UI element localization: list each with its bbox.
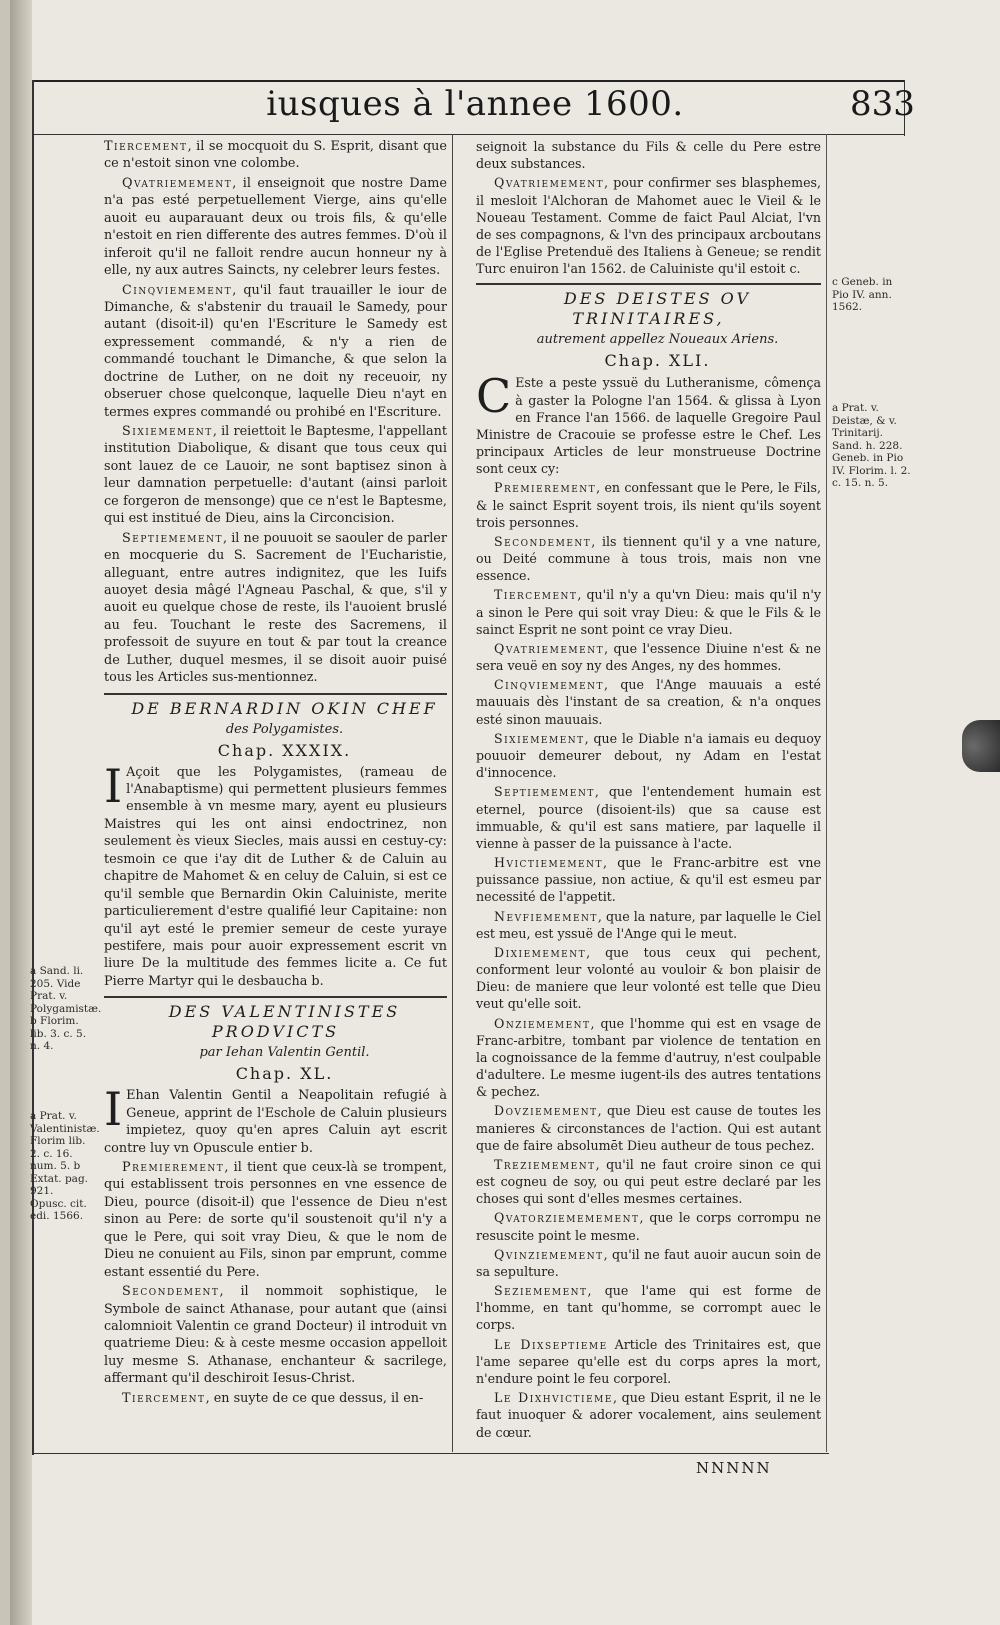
paragraph-text: , il enseignoit que nostre Dame n'a pas esté perpetuellement Vierge, ains qu'elle auoit eu auparauant deux ou trois fils, & qu'elle n'estoit en rien differente des autres femmes. D'où il inferoit qu'il ne falloit rendre aucun honneur ny à elle, ny aux autres Saincts, ny celebrer leurs festes. xyxy=(104,175,447,279)
lead-word: Nevfiemement xyxy=(494,908,598,924)
paragraph-text: , que le corps corrompu ne resuscite point le mesme. xyxy=(476,1210,821,1243)
paragraph xyxy=(476,1156,821,1208)
drop-cap: C xyxy=(476,369,512,424)
lead-word: Septiemement xyxy=(122,530,223,546)
page-clip xyxy=(962,720,1000,772)
paragraph-text: , que Dieu est cause de toutes les manieres & circonstances de l'action. Qui est autant que de faire absolumēt Dieu autheur de tous pechez. xyxy=(476,1103,821,1153)
lead-word: Premierement xyxy=(494,480,597,496)
paragraph xyxy=(104,138,447,173)
paragraph-text: , que Dieu estant Esprit, il ne le faut inuoquer & adorer vocalement, ains seulement de cœur. xyxy=(476,1390,821,1440)
paragraph-text: Ehan Valentin Gentil a Neapolitain refugié à Geneue, apprint de l'Eschole de Caluin plusieurs impietez, quoy qu'en apres Caluin ayt escrit contre luy vn Opuscule entier b. xyxy=(104,1088,447,1156)
paragraph xyxy=(476,138,821,172)
paragraph-text: , pour confirmer ses blasphemes, il mesloit l'Alchoran de Mahomet auec le Vieil & le Noueau Testament. Comme de faict Paul Alciat, l'vn de ses compagnons, & l'vn des principaux arcboutans de l'Eglise Pretenduë des Italiens à Geneue; se rendit Turc enuiron l'an 1562. de Caluiniste qu'il estoit c. xyxy=(476,175,821,277)
lead-word: Le Dixseptieme xyxy=(494,1336,608,1352)
margin-note: a Prat. v. Valentinistæ. Florim lib. 2. c. 16. num. 5. b Extat. pag. 921. Opusc. cit. edi. 1566. xyxy=(30,1110,100,1222)
paragraph xyxy=(104,758,447,991)
paragraph-text: , il tient que ceux-là se trompent, qui establissent trois personnes en vne essence de Dieu, pource (disoit-il) que l'essence de Dieu n'est sinon au Pere: de sorte qu'il soustenoit qu'il n'y a que le Pere, qui soit vray Dieu, & que le nom de Dieu ne conuient au Fils, sinon par emprunt, comme estant essentié du Pere. xyxy=(104,1160,447,1280)
paragraph xyxy=(476,1015,821,1101)
paragraph xyxy=(476,676,821,728)
paragraph-text: , il nommoit sophistique, le Symbole de sainct Athanase, pour autant que (ainsi calomnioit Valentin ce grand Docteur) il introduit vn quatrieme Dieu: & à ceste mesme occasion appelloit luy mesme S. Athanase, enchanteur & sacrilege, affermant qu'il deschiroit Iesus-Christ. xyxy=(104,1284,447,1387)
paragraph xyxy=(104,1283,447,1388)
page-number: 833 xyxy=(850,84,915,124)
paragraph-text: , que tous ceux qui pechent, conforment leur volonté au vouloir & bon plaisir de Dieu: de maniere que leur volonté est telle que Dieu veut qu'elle soit. xyxy=(476,944,821,1012)
paragraph xyxy=(104,530,447,687)
chapter-subheading: des Polygamistes. xyxy=(225,721,344,737)
paragraph-text: , qu'il n'y a qu'vn Dieu: mais qu'il n'y a sinon le Pere qui soit vray Dieu: & que le Fils & le sainct Esprit ne sont point ce vray Dieu. xyxy=(476,587,821,637)
paragraph xyxy=(476,640,821,674)
chapter-subheading: autrement appellez Noueaux Ariens. xyxy=(536,332,779,348)
frame-rule-right xyxy=(826,134,827,1452)
chapter-heading: DES VALENTINISTES PRODVICTS xyxy=(168,1002,401,1042)
right-column xyxy=(476,138,821,1443)
paragraph xyxy=(476,174,821,277)
left-column xyxy=(104,138,447,1409)
paragraph xyxy=(104,282,447,422)
paragraph xyxy=(476,1389,821,1441)
drop-cap: I xyxy=(104,1082,123,1137)
chapter-subheading: par Iehan Valentin Gentil. xyxy=(199,1045,370,1061)
paragraph-text: seignoit la substance du Fils & celle du Pere estre deux substances. xyxy=(476,139,821,172)
lead-word: Sixiemement xyxy=(122,424,213,439)
paragraph xyxy=(104,1390,447,1407)
paragraph xyxy=(104,175,447,280)
paragraph xyxy=(476,533,821,585)
lead-word: Sixiemement xyxy=(494,730,585,746)
lead-word: Qvatorziememement xyxy=(494,1210,640,1226)
paragraph xyxy=(476,944,821,1013)
lead-word: Cinqviemement xyxy=(122,282,233,298)
paragraph-text: , en suyte de ce que dessus, il en- xyxy=(205,1390,424,1406)
lead-word: Dovziemement xyxy=(494,1103,598,1119)
paragraph xyxy=(476,1246,821,1280)
paragraph-text: Este a peste yssuë du Lutheranisme, cômença à gaster la Pologne l'an 1564. & glissa à Lyon en France l'an 1566. de laquelle Gregoire Paul Ministre de Cracouie se professe estre le Chef. Les principaux Articles de leur monstrueuse Doctrine sont ceux cy: xyxy=(476,375,821,477)
lead-word: Secondement xyxy=(494,533,592,549)
paragraph xyxy=(476,1336,821,1388)
lead-word: Tiercement xyxy=(104,139,188,154)
lead-word: Qvatriemement xyxy=(494,640,605,656)
lead-word: Seziemement xyxy=(494,1283,588,1299)
paragraph xyxy=(476,479,821,531)
paragraph-text: , que le Diable n'a iamais eu dequoy pouuoir demeurer debout, ny Adam en l'estat d'innocence. xyxy=(476,730,821,781)
chapter-number: Chap. XXXIX. xyxy=(217,740,352,760)
paragraph-text: , il se mocquoit du S. Esprit, disant que ce n'estoit sinon vne colombe. xyxy=(104,139,447,172)
running-head: iusques à l'annee 1600. xyxy=(266,84,684,124)
drop-cap: I xyxy=(104,758,123,813)
paragraph-text: , en confessant que le Pere, le Fils, & le sainct Esprit soyent trois, ils nient qu'ils soyent trois personnes. xyxy=(476,480,821,530)
lead-word: Dixiemement xyxy=(494,944,587,960)
frame-rule-left xyxy=(32,80,34,1455)
paragraph-text: , il ne pouuoit se saouler de parler en mocquerie du S. Sacrement de l'Eucharistie, alleguant, entre autres indignitez, que les Iuifs auoyet desia mâgé l'Agneau Paschal, & que, s'il y auoit eu quelque chose de reste, ils l'auoient bruslé au feu. Touchant le reste des Sacremens, il professoit de suyure en tout & par tout la creance de Luther, duquel mesmes, il se disoit auoir puisé tous les Articles sus-mentionnez. xyxy=(104,530,447,686)
lead-word: Onziemement xyxy=(494,1015,591,1031)
lead-word: Tiercement xyxy=(122,1390,206,1406)
lead-word: Premierement xyxy=(122,1160,225,1175)
lead-word: Cinqviemement xyxy=(494,677,605,693)
section-rule xyxy=(104,693,447,695)
paragraph xyxy=(476,1102,821,1154)
paragraph xyxy=(476,586,821,638)
section-rule xyxy=(104,996,447,998)
paragraph-text: , que l'Ange mauuais a esté mauuais dès l'instant de sa creation, & n'a onques esté sinon mauuais. xyxy=(476,677,821,727)
lead-word: Treziemement xyxy=(494,1156,596,1172)
lead-word: Septiemement xyxy=(494,784,595,800)
chapter-heading: DE BERNARDIN OKIN CHEF xyxy=(131,698,438,718)
lead-word: Qvinziemement xyxy=(494,1246,604,1262)
section-rule xyxy=(476,283,821,285)
margin-note: a Sand. li. 205. Vide Prat. v. Polygamistæ. b Florim. lib. 3. c. 5. n. 4. xyxy=(30,965,102,1052)
lead-word: Hvictiemement xyxy=(494,855,603,871)
lead-word: Le Dixhvictieme xyxy=(494,1390,613,1406)
paragraph xyxy=(104,1082,447,1157)
chapter-heading: DES DEISTES OV TRINITAIRES, xyxy=(563,289,752,329)
catchword: NNNNN xyxy=(696,1459,772,1477)
paragraph xyxy=(104,1159,447,1281)
paragraph-text: Article des Trinitaires est, que l'ame separee qu'elle est du corps apres la mort, n'endure point le feu corporel. xyxy=(476,1336,821,1386)
frame-rule-bottom xyxy=(32,1453,829,1454)
chapter-number: Chap. XLI. xyxy=(604,351,711,371)
paragraph-text: , que l'essence Diuine n'est & ne sera veuë en soy ny des Anges, ny des hommes. xyxy=(476,640,821,674)
paragraph-text: , que l'homme qui est en vsage de Franc-arbitre, tombant par violence de tentation en la cognoissance de la femme d'autruy, n'est coulpable d'adultere. Le mesme iugent-ils des autres tentations & pechez. xyxy=(476,1015,821,1100)
lead-word: Qvatriemement xyxy=(122,175,233,191)
paragraph-text: , que la nature, par laquelle le Ciel est meu, est yssuë de l'Ange qui le meut. xyxy=(476,908,821,941)
paragraph-text: , il reiettoit le Baptesme, l'appellant institution Diabolique, & disant que tous ceux qui sont lauez de ce Lauoir, ne sont baptisez sinon à leur damnation perpetuelle: d'autant (ainsi parloit ce forgeron de mensonge) que ce n'est le Baptesme, qui est institué de Dieu, ains la Circoncision. xyxy=(104,424,447,527)
frame-rule-middle xyxy=(452,134,453,1452)
paragraph xyxy=(476,369,821,477)
paragraph-text: , que le Franc-arbitre est vne puissance passiue, non actiue, & qu'il est esmeu par necessité de l'appetit. xyxy=(476,855,821,905)
paragraph-text: , qu'il ne faut croire sinon ce qui est cogneu de soy, ou qui peut estre declaré par les choses qui sont d'elles mesmes certaines. xyxy=(476,1156,821,1207)
lead-word: Secondement xyxy=(122,1284,220,1300)
paragraph xyxy=(476,854,821,906)
frame-rule-header xyxy=(32,134,904,135)
paragraph-text: Açoit que les Polygamistes, (rameau de l'Anabaptisme) qui permettent plusieurs femmes ensemble à vn mesme mary, ayent eu plusieurs Maistres qui les ont ainsi endoctrinez, non seulement ès vieux Siecles, mais aussi en cestuy-cy: tesmoin ce que i'ay dit de Luther & de Caluin au chapitre de Mahomet & en celuy de Caluin, si est ce qu'il semble que Bernardin Okin Caluiniste, merite particulierement d'estre qualifié leur Capitaine: non qu'il ayt esté le premier semeur de ceste yuraye pestifere, mais pour auoir expressement escrit vn liure De la multitude des femmes licite a. Ce fut Pierre Martyr qui le desbaucha b. xyxy=(104,764,447,989)
paragraph xyxy=(476,783,821,852)
frame-rule-top xyxy=(32,80,904,82)
paragraph xyxy=(476,1282,821,1334)
paragraph-text: , ils tiennent qu'il y a vne nature, ou Deité commune à tous trois, mais non vne essence. xyxy=(476,533,821,584)
paragraph-text: , qu'il ne faut auoir aucun soin de sa sepulture. xyxy=(476,1246,821,1279)
lead-word: Qvatriemement xyxy=(494,175,605,191)
paragraph-text: , qu'il faut trauailler le iour de Dimanche, & s'abstenir du trauail le Samedy, pour autant (disoit-il) qu'en l'Escriture le Samedy est expressement commandé, & n'y a rien de commandé touchant le Dimanche, & que selon la doctrine de Luther, on ne doit ny receuoir, ny obseruer chose quelconque, laquelle Dieu n'ayt en termes expres commandé ou prohibé en l'Escriture. xyxy=(104,282,447,420)
margin-note: c Geneb. in Pio IV. ann. 1562. xyxy=(832,276,893,313)
paragraph-text: , que l'ame qui est forme de l'homme, en tant qu'homme, se corrompt auec le corps. xyxy=(476,1283,821,1333)
paragraph xyxy=(476,1209,821,1243)
margin-note: a Prat. v. Deistæ, & v. Trinitarij. Sand. h. 228. Geneb. in Pio IV. Florim. l. 2. c. 15. n. 5. xyxy=(832,402,911,489)
chapter-number: Chap. XL. xyxy=(235,1064,334,1084)
paragraph xyxy=(476,730,821,782)
paragraph xyxy=(104,423,447,528)
paragraph xyxy=(476,908,821,942)
paragraph-text: , que l'entendement humain est eternel, pource (disoient-ils) que sa cause est immuable, & qu'il est sans matiere, par laquelle il vienne à passer de la puissance à l'acte. xyxy=(476,784,821,851)
lead-word: Tiercement xyxy=(494,587,578,603)
gutter-shadow xyxy=(10,0,32,1625)
